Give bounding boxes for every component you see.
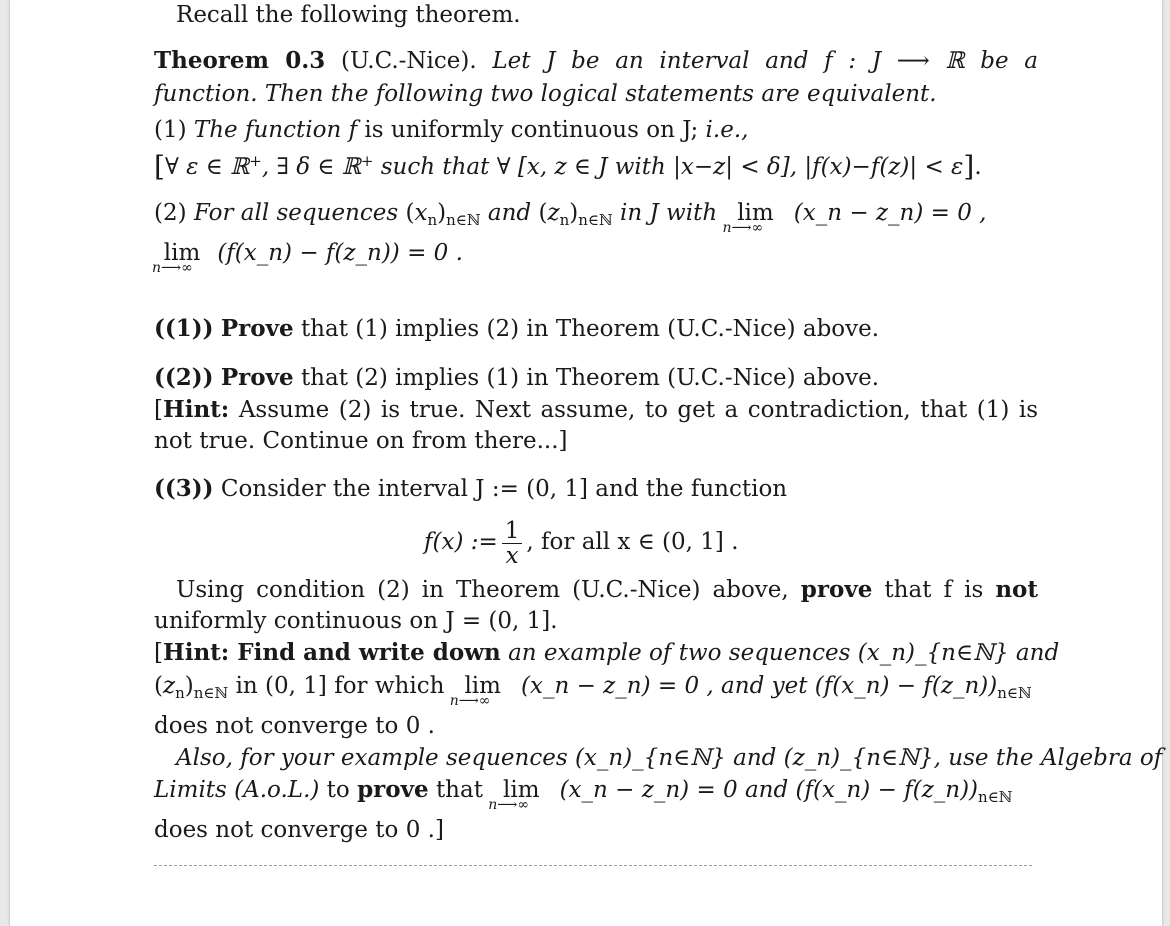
limit-operator: lim n⟶∞ [449,673,501,709]
condition-2-line1: (2) For all sequences $(x_n)_{n\in ℕ}$ and $(z_n)_{n\in ℕ}$ in J with lim n⟶∞ (x_n − z_n) = 0 , [154,200,987,236]
problem-3-para1-line2: uniformly continuous on J = (0, 1]. [154,608,558,634]
limit-operator: lim n⟶∞ [488,777,540,813]
function-definition: f(x) := $\frac{1}{x}$ , for all x ∈ (0, 1] . [424,517,739,569]
condition-2-line2: lim n⟶∞ (f(x_n) − f(z_n)) = 0 . [152,240,463,276]
problem-3-line1: ((3)) Consider the interval J := (0, 1] and the function [154,475,788,502]
problem-3-also-line1: Also, for your example sequences (x_n)_{n∈ℕ} and (z_n)_{n∈ℕ}, use the Algebra of [176,745,1163,771]
problem-3-also-line2: Limits (A.o.L.) to prove that lim n⟶∞ (x_n − z_n) = 0 and (f(x_n) − $f(z\_n))_{n\in ℕ}$ [154,776,1013,813]
problem-3-para1: Using condition (2) in Theorem (U.C.-Nice) above, prove that f is not [176,576,1039,603]
theorem-attribution: (U.C.-Nice). [341,48,477,74]
problem-2-hint-line2: not true. Continue on from there...] [154,428,568,454]
problem-3-hint-line2: $(z_n)_{n\in ℕ}$ in (0, 1] for which lim n⟶∞ (x_n − z_n) = 0 , and yet (f(x_n) − $f(z\_n))_{n\in ℕ}$ [154,673,1032,709]
limit-operator: lim n⟶∞ [722,200,774,236]
problem-3-final: does not converge to 0 .] [154,817,444,843]
problem-3-hint-line1: [Hint: Find and write down an example of two sequences (x_n)_{n∈ℕ} and [154,639,1060,666]
limit-operator: lim n⟶∞ [152,240,201,276]
theorem-statement-line1: Let J be an interval and f : J ⟶ ℝ be a [492,48,1038,74]
condition-1-line: (1) The function f is uniformly continuous on J; i.e., [154,117,749,143]
problem-2-hint-line1: [Hint: Assume (2) is true. Next assume, to get a contradiction, that (1) is [154,396,1039,423]
problem-1: ((1)) Prove that (1) implies (2) in Theorem (U.C.-Nice) above. [154,315,880,342]
theorem-heading-line [154,46,1038,76]
condition-1-formula: [∀ ε ∈ ℝ+, ∃ δ ∈ ℝ+ such that ∀ [x, z ∈ J with |x−z| < δ], |f(x)−f(z)| < ε]. [154,150,982,183]
theorem-statement-line2: function. Then the following two logical statements are equivalent. [154,81,937,107]
document-page [10,0,1162,926]
problem-2: ((2)) Prove that (2) implies (1) in Theorem (U.C.-Nice) above. [154,364,880,391]
intro-text: Recall the following theorem. [176,2,521,28]
problem-3-hint-line3: does not converge to 0 . [154,713,435,739]
theorem-label: Theorem 0.3 [154,47,326,74]
fraction: $\frac{1}{x}$ [502,519,523,568]
dashed-divider [154,865,1032,866]
